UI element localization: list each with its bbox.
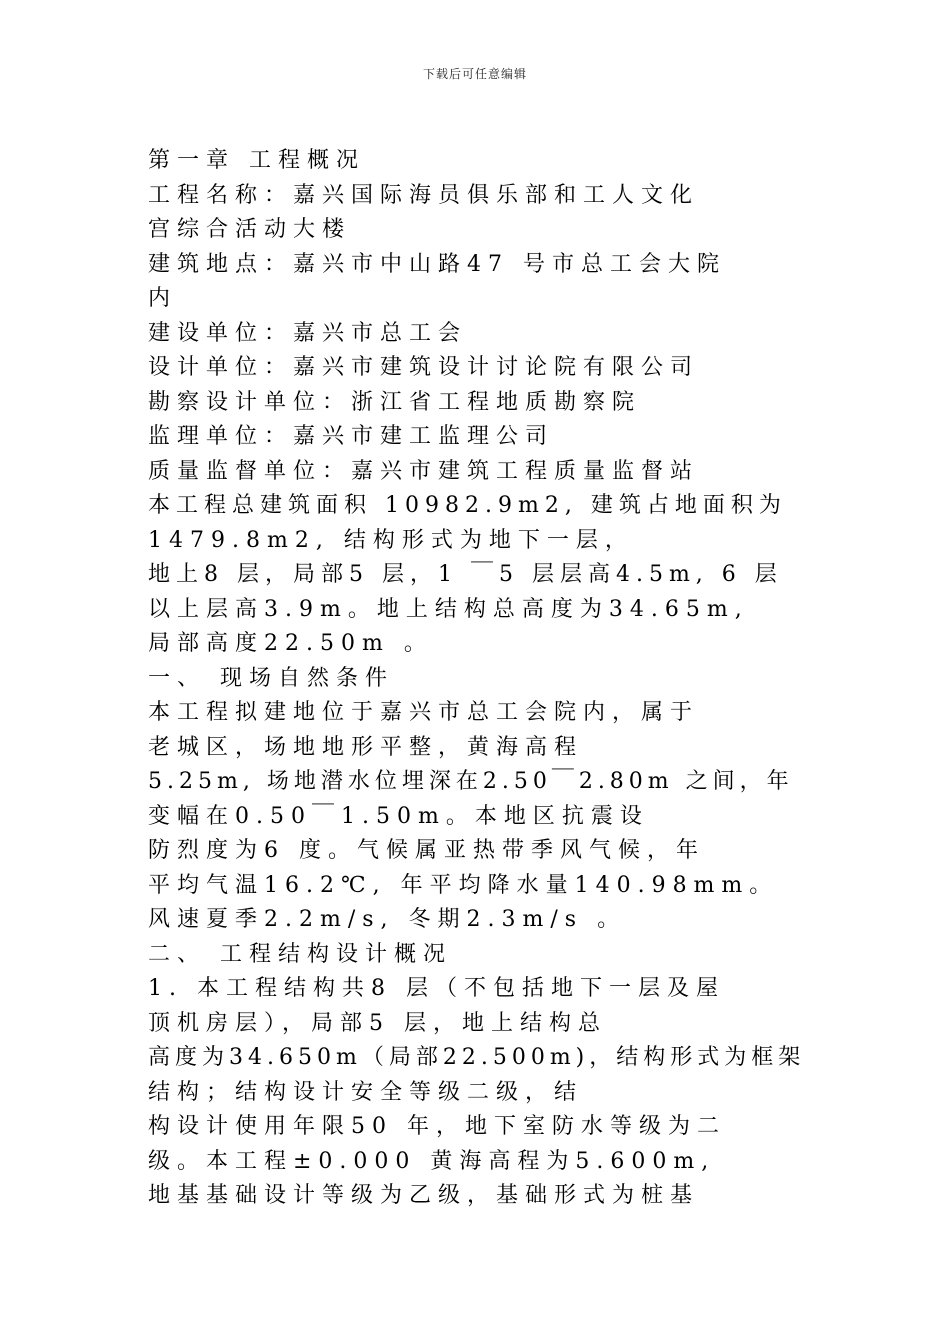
text-line: 工程名称：嘉兴国际海员俱乐部和工人文化 <box>148 182 700 208</box>
page-header: 下载后可任意编辑 <box>422 67 527 81</box>
text-line: 本工程总建筑面积 10982.9m2, 建筑占地面积为 <box>148 493 787 518</box>
text-line: 构设计使用年限50 年，地下室防水等级为二 <box>148 1114 726 1139</box>
text-line: 建筑地点：嘉兴市中山路47 号市总工会大院 <box>148 251 726 277</box>
text-line: 平均气温16.2℃, 年平均降水量140.98mm。 <box>148 872 779 898</box>
section-heading: 二、 工程结构设计概况 <box>148 941 452 967</box>
text-line: 内 <box>148 286 178 311</box>
text-line: 级。本工程±0.000 黄海高程为5.600m, <box>148 1148 716 1174</box>
text-line: 地上8 层，局部5 层，1 ￣5 层层高4.5m, 6 层 <box>148 562 783 587</box>
text-line: 建设单位：嘉兴市总工会 <box>148 320 468 346</box>
text-line: 以上层高3.9m。地上结构总高度为34.65m, <box>148 596 749 622</box>
text-line: 变幅在0.50￣1.50m。本地区抗震设 <box>148 803 649 829</box>
text-line: 局部高度22.50m 。 <box>148 631 433 656</box>
text-line: 本工程拟建地位于嘉兴市总工会院内，属于 <box>148 700 700 725</box>
text-line: 地基基础设计等级为乙级，基础形式为桩基 <box>148 1183 700 1208</box>
text-line: 顶机房层），局部5 层，地上结构总 <box>148 1010 607 1036</box>
text-line: 质量监督单位：嘉兴市建筑工程质量监督站 <box>148 458 700 484</box>
text-line: 宫综合活动大楼 <box>148 217 352 242</box>
text-line: 结构；结构设计安全等级二级，结 <box>148 1079 584 1105</box>
text-line: 老城区，场地地形平整，黄海高程 <box>148 734 584 760</box>
text-line: 防烈度为6 度。气候属亚热带季风气候，年 <box>148 838 705 863</box>
text-line: 5.25m, 场地潜水位埋深在2.50￣2.80m 之间，年 <box>148 769 794 794</box>
text-line: 监理单位：嘉兴市建工监理公司 <box>148 424 555 449</box>
text-line: 高度为34.650m（局部22.500m)，结构形式为框架 <box>148 1045 806 1070</box>
document-body <box>148 144 808 1214</box>
section-heading: 一、 现场自然条件 <box>148 665 394 691</box>
text-line: 风速夏季2.2m/s, 冬期2.3m/s 。 <box>148 907 627 932</box>
text-line: 勘察设计单位：浙江省工程地质勘察院 <box>148 389 642 415</box>
text-line: 1. 本工程结构共8 层（不包括地下一层及屋 <box>148 976 725 1001</box>
text-line: 1479.8m2, 结构形式为地下一层， <box>148 527 634 553</box>
text-line: 设计单位：嘉兴市建筑设计讨论院有限公司 <box>148 355 700 380</box>
chapter-title: 第一章 工程概况 <box>148 148 365 173</box>
